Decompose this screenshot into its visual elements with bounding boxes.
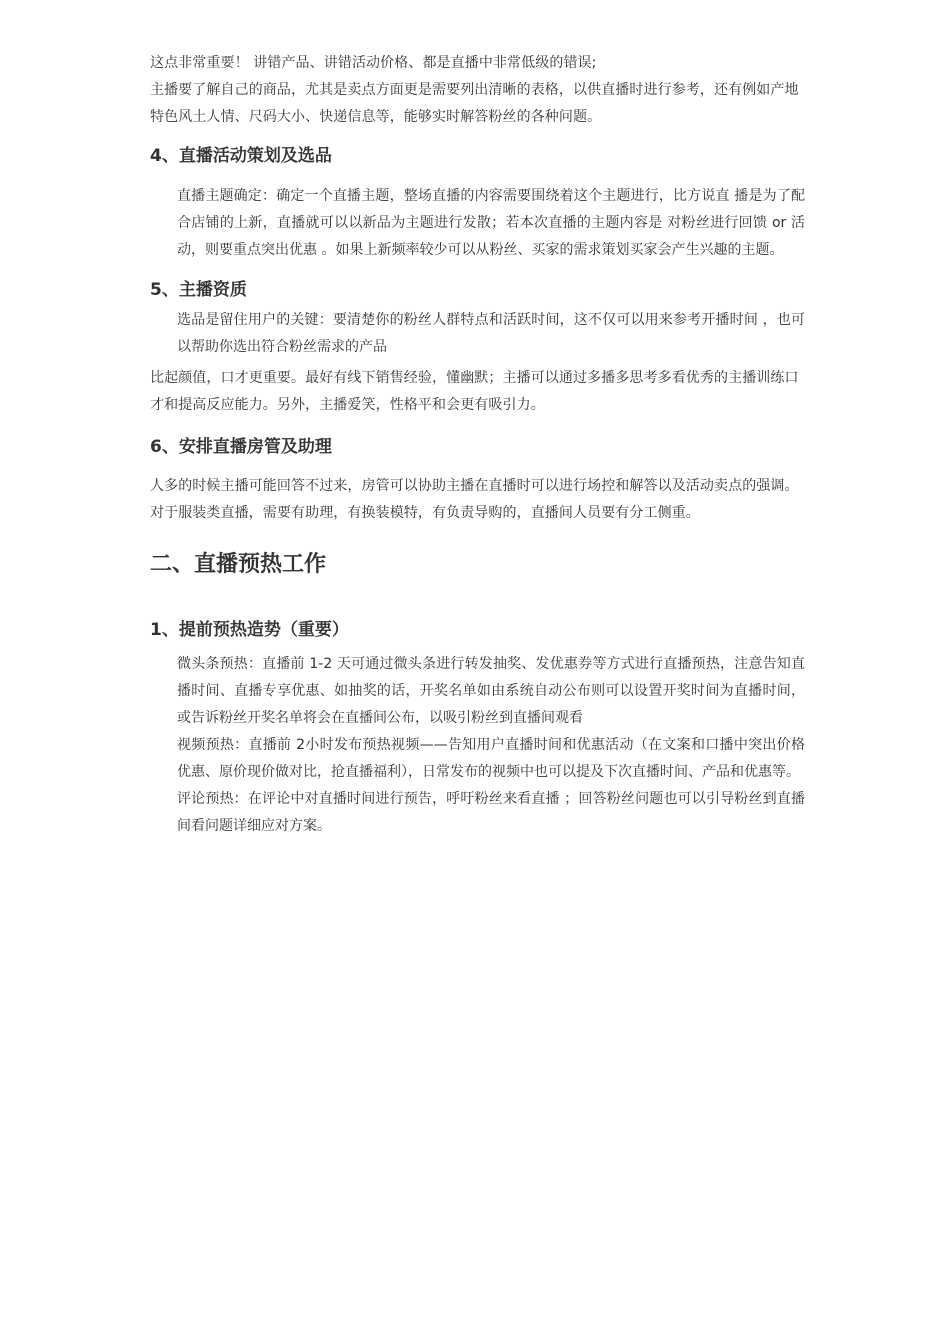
section-6-paragraph-1: 人多的时候主播可能回答不过来，房管可以协助主播在直播时可以进行场控和解答以及活动卖点的强调。 [150,478,799,494]
document-content [150,50,805,840]
list-item [150,732,805,786]
list-item [150,183,805,264]
section-6-paragraph-2: 对于服装类直播，需要有助理，有换装模特，有负责导购的，直播间人员要有分工侧重。 [150,505,700,521]
subsection-1-heading: 1、提前预热造势（重要） [150,620,349,640]
list-item-text: 微头条预热：直播前 1-2 天可通过微头条进行转发抽奖、发优惠券等方式进行直播预热，注意告知直播时间、直播专享优惠、如抽奖的话，开奖名单如由系统自动公布则可以设置开奖时间为直播时间，或告诉粉丝开奖名单将会在直播间公布，以吸引粉丝到直播间观看 [177,656,805,726]
section-5-heading: 5、主播资质 [150,280,247,300]
list-item-text: 直播主题确定：确定一个直播主题，整场直播的内容需要围绕着这个主题进行，比方说直 播是为了配合店铺的上新，直播就可以以新品为主题进行发散；若本次直播的主题内容是 对粉丝进行回馈 or 活动，则要重点突出优惠 。如果上新频率较少可以从粉丝、买家的需求策划买家会产生兴趣的主题。 [177,188,805,258]
part-2-heading: 二、直播预热工作 [150,552,327,577]
intro-line-2: 主播要了解自己的商品，尤其是卖点方面更是需要列出清晰的表格，以供直播时进行参考，还有例如产地特色风土人情、尺码大小、快递信息等，能够实时解答粉丝的各种问题。 [150,82,799,125]
list-item [150,786,805,840]
list-item-text: 评论预热：在评论中对直播时间进行预告，呼吁粉丝来看直播 ；回答粉丝问题也可以引导粉丝到直播间看问题详细应对方案。 [177,791,805,834]
list-item [150,307,805,361]
section-5-paragraph: 比起颜值，口才更重要。最好有线下销售经验，懂幽默；主播可以通过多播多思考多看优秀的主播训练口才和提高反应能力。另外，主播爱笑，性格平和会更有吸引力。 [150,370,799,413]
intro-line-1: 这点非常重要！ 讲错产品、讲错活动价格、都是直播中非常低级的错误; [150,55,597,71]
list-item [150,651,805,732]
section-6-heading: 6、安排直播房管及助理 [150,437,332,457]
section-4-heading: 4、直播活动策划及选品 [150,146,332,166]
list-item-text: 视频预热：直播前 2小时发布预热视频——告知用户直播时间和优惠活动（在文案和口播中突出价格优惠、原价现价做对比，抢直播福利），日常发布的视频中也可以提及下次直播时间、产品和优惠等。 [177,737,805,780]
list-item-text: 选品是留住用户的关键：要清楚你的粉丝人群特点和活跃时间，这不仅可以用来参考开播时间 ，也可以帮助你选出符合粉丝需求的产品 [177,312,805,355]
